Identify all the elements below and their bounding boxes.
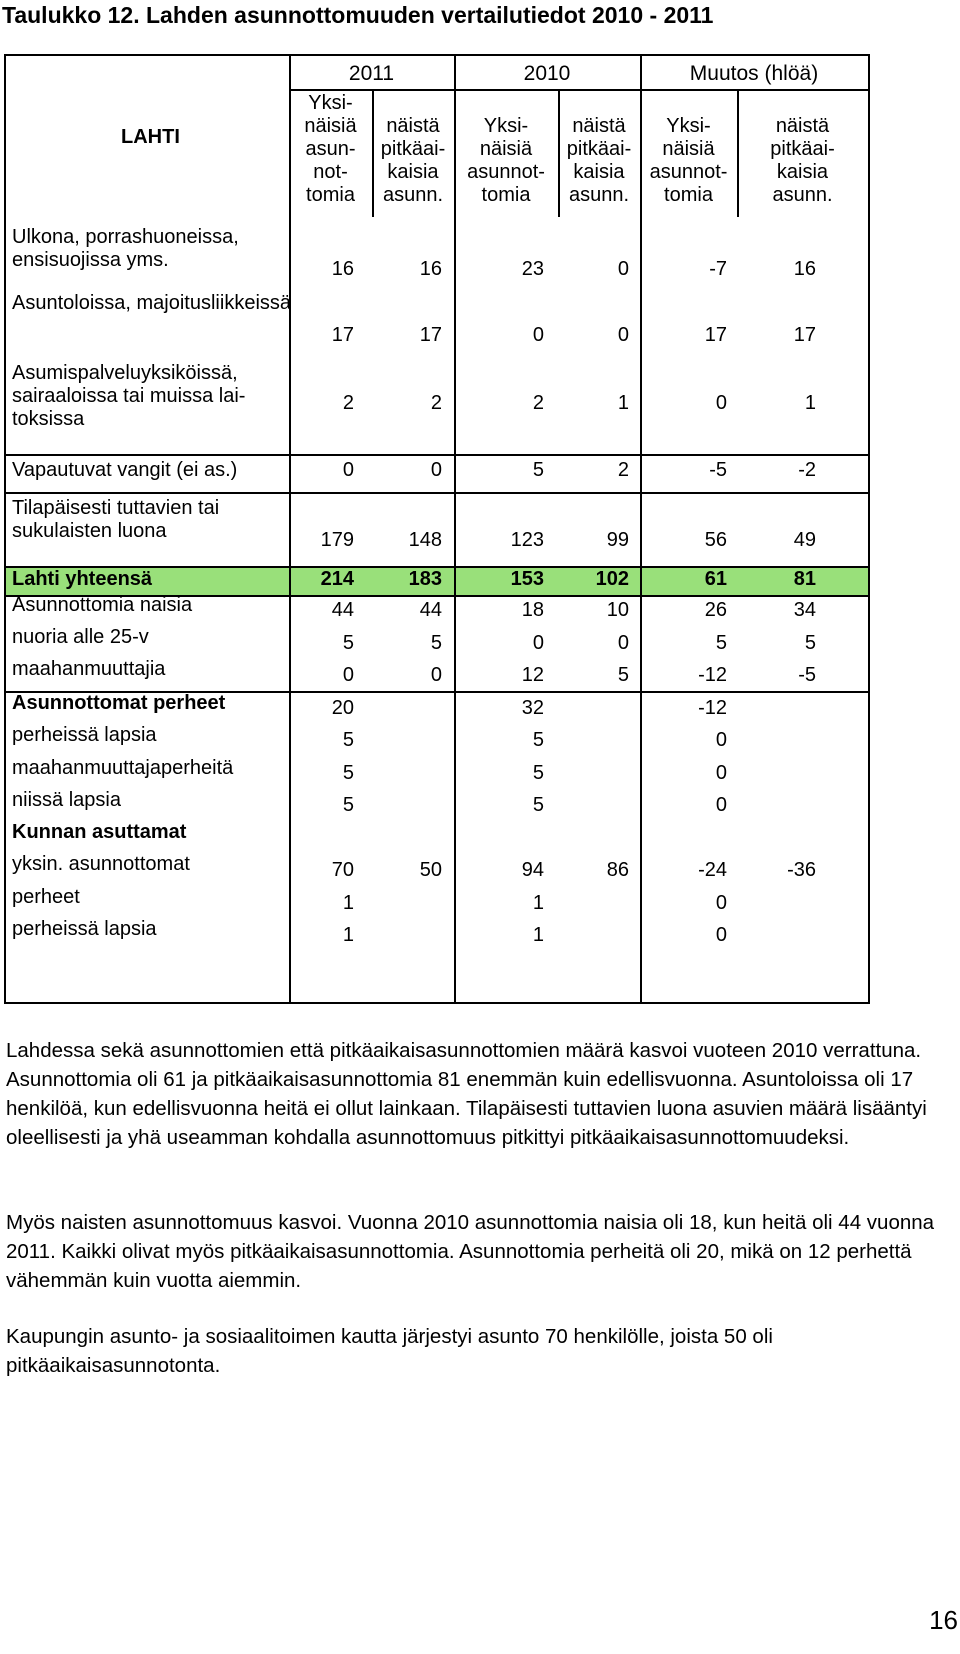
cell-value: 17 [331, 324, 354, 346]
cell-value: 44 [331, 599, 354, 621]
cell-value: -7 [709, 258, 727, 280]
cell-value: -2 [798, 459, 816, 481]
cell-value: 183 [408, 568, 442, 590]
row-label: perheissä lapsia [12, 724, 157, 746]
column-subheader: Yksi- näisiä asun- not- tomia [304, 92, 357, 206]
cell-value: 0 [715, 892, 727, 914]
cell-value: 153 [510, 568, 544, 590]
cell-value: 17 [704, 324, 727, 346]
cell-value: 56 [704, 529, 727, 551]
cell-value: 17 [419, 324, 442, 346]
cell-value: 214 [320, 568, 354, 590]
cell-value: 99 [606, 529, 629, 551]
row-label: Asunnottomia naisia [12, 594, 193, 616]
row-label: maahanmuuttajaperheitä [12, 757, 234, 779]
year-header: Muutos (hlöä) [689, 62, 819, 85]
cell-value: 5 [342, 762, 354, 784]
cell-value: 5 [342, 729, 354, 751]
cell-value: 1 [617, 392, 629, 414]
cell-value: 5 [532, 794, 544, 816]
row-label: nuoria alle 25-v [12, 626, 149, 648]
cell-value: 94 [521, 859, 544, 881]
cell-value: 17 [793, 324, 816, 346]
cell-value: 0 [430, 459, 442, 481]
cell-value: 0 [532, 324, 544, 346]
row-label: niissä lapsia [12, 789, 121, 811]
cell-value: 1 [342, 924, 354, 946]
cell-value: 1 [532, 924, 544, 946]
cell-value: -24 [698, 859, 727, 881]
row-label: Kunnan asuttamat [12, 821, 187, 843]
comparison-table [4, 54, 870, 1004]
cell-value: 1 [804, 392, 816, 414]
cell-value: 16 [793, 258, 816, 280]
row-label: Lahti yhteensä [12, 568, 153, 590]
column-subheader: näistä pitkäai- kaisia asunn. [770, 115, 835, 206]
cell-value: 2 [532, 392, 544, 414]
cell-value: 81 [793, 568, 816, 590]
cell-value: 5 [804, 632, 816, 654]
row-label: Vapautuvat vangit (ei as.) [12, 459, 238, 481]
paragraph-1: Lahdessa sekä asunnottomien että pitkäaikaisasunnottomien määrä kasvoi vuoteen 2010 verrattuna. Asunnottomia oli 61 ja pitkäaikaisasunnottomia 81 enemmän kuin edellisvuonna. Asuntoloissa oli 17 henkilöä, kun edellisvuonna heitä ei ollut lainkaan. Tilapäisesti tuttavien luona asuvien määrä lisääntyi oleellisesti ja yhä useamman kohdalla asunnottomuus pitkittyi pitkäaikaisasunnottomuudeksi. [6, 1039, 927, 1149]
row-label: maahanmuuttajia [12, 658, 166, 680]
cell-value: 0 [430, 664, 442, 686]
cell-value: 10 [606, 599, 629, 621]
cell-value: 0 [617, 632, 629, 654]
row-label: Asumispalveluyksiköissä, sairaaloissa tai muissa laitoksissa [12, 362, 246, 430]
row-label: perheissä lapsia [12, 918, 157, 940]
row-label: Asunnottomat perheet [12, 692, 226, 714]
cell-value: 32 [521, 697, 544, 719]
cell-value: 44 [419, 599, 442, 621]
cell-value: -36 [787, 859, 816, 881]
cell-value: 49 [793, 529, 816, 551]
row-label: Ulkona, porrashuoneissa, ensisuojissa yms. [12, 226, 239, 271]
cell-value: 0 [715, 392, 727, 414]
cell-value: 5 [617, 664, 629, 686]
cell-value: 0 [342, 459, 354, 481]
cell-value: 2 [342, 392, 354, 414]
cell-value: 0 [715, 924, 727, 946]
row-label: yksin. asunnottomat [12, 853, 190, 875]
cell-value: -5 [709, 459, 727, 481]
cell-value: 0 [342, 664, 354, 686]
cell-value: 0 [715, 762, 727, 784]
cell-value: 18 [521, 599, 544, 621]
column-subheader: näistä pitkäai- kaisia asunn. [380, 115, 446, 206]
cell-value: 179 [320, 529, 354, 551]
cell-value: 86 [606, 859, 629, 881]
cell-value: 5 [342, 632, 354, 654]
cell-value: 5 [430, 632, 442, 654]
cell-value: 0 [617, 258, 629, 280]
cell-value: 34 [793, 599, 816, 621]
cell-value: 2 [430, 392, 442, 414]
cell-value: -12 [698, 664, 727, 686]
cell-value: 1 [342, 892, 354, 914]
cell-value: -12 [698, 697, 727, 719]
cell-value: 12 [521, 664, 544, 686]
cell-value: 20 [331, 697, 354, 719]
cell-value: 50 [419, 859, 442, 881]
cell-value: 16 [419, 258, 442, 280]
table-title: Taulukko 12. Lahden asunnottomuuden vertailutiedot 2010 - 2011 [2, 2, 714, 28]
cell-value: 16 [331, 258, 354, 280]
cell-value: 1 [532, 892, 544, 914]
cell-value: 0 [715, 729, 727, 751]
table-corner-label: LAHTI [121, 126, 180, 148]
cell-value: 0 [532, 632, 544, 654]
cell-value: 123 [510, 529, 544, 551]
cell-value: 2 [617, 459, 629, 481]
column-subheader: Yksi- näisiä asunnot- tomia [467, 115, 545, 206]
cell-value: 26 [704, 599, 727, 621]
cell-value: 5 [532, 729, 544, 751]
cell-value: 102 [595, 568, 629, 590]
year-row-line [289, 89, 868, 91]
paragraph-3: Kaupungin asunto- ja sosiaalitoimen kautta järjestyi asunto 70 henkilölle, joista 50 oli pitkäaikaisasunnotonta. [6, 1325, 773, 1377]
cell-value: 5 [532, 459, 544, 481]
cell-value: 0 [617, 324, 629, 346]
cell-value: 61 [704, 568, 727, 590]
cell-value: 0 [715, 794, 727, 816]
row-label: Tilapäisesti tuttavien tai sukulaisten luona [12, 497, 220, 542]
column-subheader: näistä pitkäai- kaisia asunn. [566, 115, 632, 206]
cell-value: 5 [342, 794, 354, 816]
row-label: Asuntoloissa, majoitusliikkeissä [12, 292, 292, 314]
cell-value: 148 [408, 529, 442, 551]
row-line [6, 454, 868, 456]
cell-value: -5 [798, 664, 816, 686]
page-number: 16 [929, 1605, 958, 1635]
year-header: 2011 [348, 62, 395, 85]
cell-value: 23 [521, 258, 544, 280]
row-label: perheet [12, 886, 80, 908]
cell-value: 5 [532, 762, 544, 784]
cell-value: 70 [331, 859, 354, 881]
paragraph-2: Myös naisten asunnottomuus kasvoi. Vuonna 2010 asunnottomia naisia oli 18, kun heitä oli 44 vuonna 2011. Kaikki olivat myös pitkäaikaisasunnottomia. Asunnottomia perheitä oli 20, mikä on 12 perhettä vähemmän kuin vuotta aiemmin. [6, 1211, 935, 1292]
cell-value: 5 [715, 632, 727, 654]
row-line [6, 492, 868, 494]
column-subheader: Yksi- näisiä asunnot- tomia [649, 115, 728, 206]
year-header: 2010 [523, 62, 571, 85]
